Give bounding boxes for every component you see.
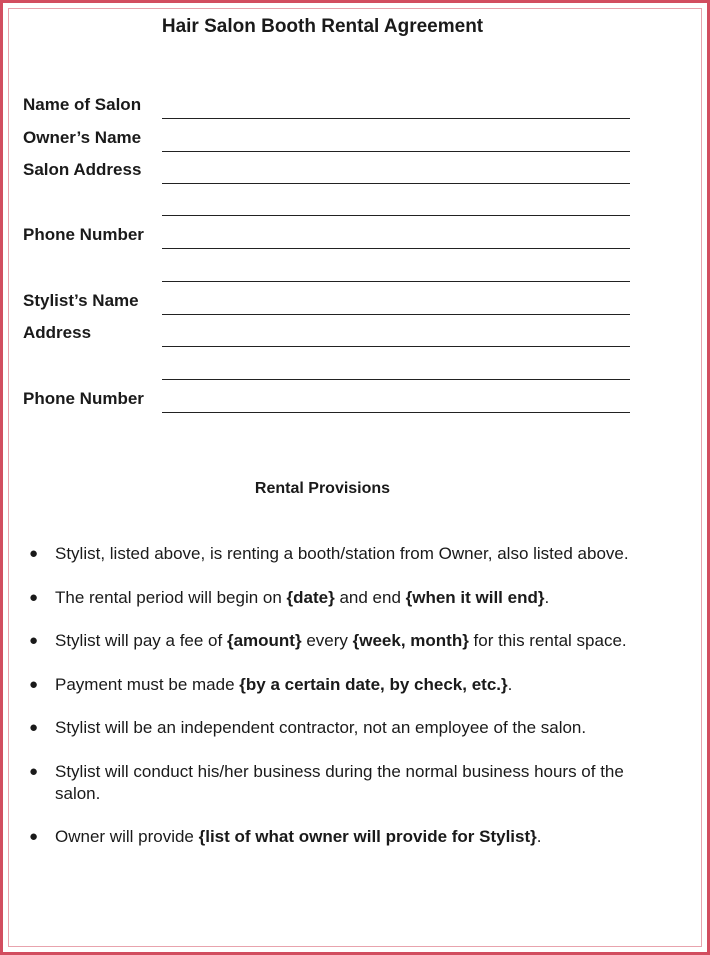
field-label: Stylist’s Name <box>23 291 139 310</box>
provision-text: Stylist, listed above, is renting a booth/station from Owner, also listed above. <box>55 544 629 563</box>
provision-text: Payment must be made <box>55 674 240 694</box>
provision-text: Stylist will pay a fee of <box>55 631 227 650</box>
field-stylist-address <box>23 321 630 347</box>
field-salon-phone-continued <box>23 256 630 282</box>
provision-item <box>25 761 645 805</box>
placeholder-text: {amount} <box>226 631 302 650</box>
provision-item <box>25 587 645 609</box>
fill-in-line[interactable] <box>162 151 630 152</box>
field-salon-phone-number <box>23 223 630 249</box>
placeholder-text: {week, month} <box>352 631 469 650</box>
provision-text: every <box>301 631 353 650</box>
provision-text: . <box>507 674 513 694</box>
fill-in-line[interactable] <box>162 346 630 347</box>
bullet-icon: ● <box>29 719 39 736</box>
bullet-icon: ● <box>29 545 39 562</box>
bullet-icon: ● <box>29 828 39 845</box>
field-stylist-address-continued <box>23 354 630 380</box>
placeholder-text: {when it will end} <box>405 587 545 607</box>
bullet-icon: ● <box>29 675 39 693</box>
provision-item <box>25 543 645 565</box>
fill-in-line[interactable] <box>162 379 630 380</box>
provision-item <box>25 717 645 739</box>
document-title: Hair Salon Booth Rental Agreement <box>161 16 484 37</box>
fill-in-line[interactable] <box>162 412 630 413</box>
field-salon-address <box>23 158 630 184</box>
field-owners-name <box>23 126 630 152</box>
provision-item <box>25 826 645 848</box>
provision-text: . <box>544 587 550 607</box>
provision-item <box>25 674 645 696</box>
bullet-icon: ● <box>29 762 39 780</box>
placeholder-text: {by a certain date, by check, etc.} <box>239 674 508 694</box>
fill-in-line[interactable] <box>162 314 630 315</box>
field-label: Name of Salon <box>23 95 142 114</box>
field-label: Owner’s Name <box>23 128 142 147</box>
bullet-icon: ● <box>29 632 39 649</box>
field-name-of-salon <box>23 93 630 119</box>
field-salon-address-continued <box>23 190 630 216</box>
field-label: Salon Address <box>23 160 142 179</box>
field-stylist-phone-number <box>23 387 630 413</box>
bullet-icon: ● <box>29 588 39 606</box>
placeholder-text: {date} <box>286 587 335 607</box>
field-label: Phone Number <box>23 225 144 244</box>
field-label: Phone Number <box>23 389 144 408</box>
provision-text: The rental period will begin on <box>55 587 287 607</box>
provisions-list <box>25 543 645 870</box>
provision-text: Owner will provide <box>55 827 199 846</box>
fill-in-line[interactable] <box>162 281 630 282</box>
placeholder-text: {list of what owner will provide for Stylist} <box>198 827 537 846</box>
provision-text: Stylist will be an independent contractor, not an employee of the salon. <box>55 718 587 737</box>
provision-text: for this rental space. <box>468 631 627 650</box>
field-stylists-name <box>23 289 630 315</box>
section-title: Rental Provisions <box>254 480 391 497</box>
fill-in-line[interactable] <box>162 118 630 119</box>
provision-text: and end <box>334 587 406 607</box>
provision-text: Stylist will conduct his/her business during the normal business hours of the salon. <box>55 761 624 803</box>
field-label: Address <box>23 323 92 342</box>
provision-text: . <box>536 827 542 846</box>
fill-in-line[interactable] <box>162 215 630 216</box>
fill-in-line[interactable] <box>162 183 630 184</box>
provision-item <box>25 630 645 652</box>
fill-in-line[interactable] <box>162 248 630 249</box>
